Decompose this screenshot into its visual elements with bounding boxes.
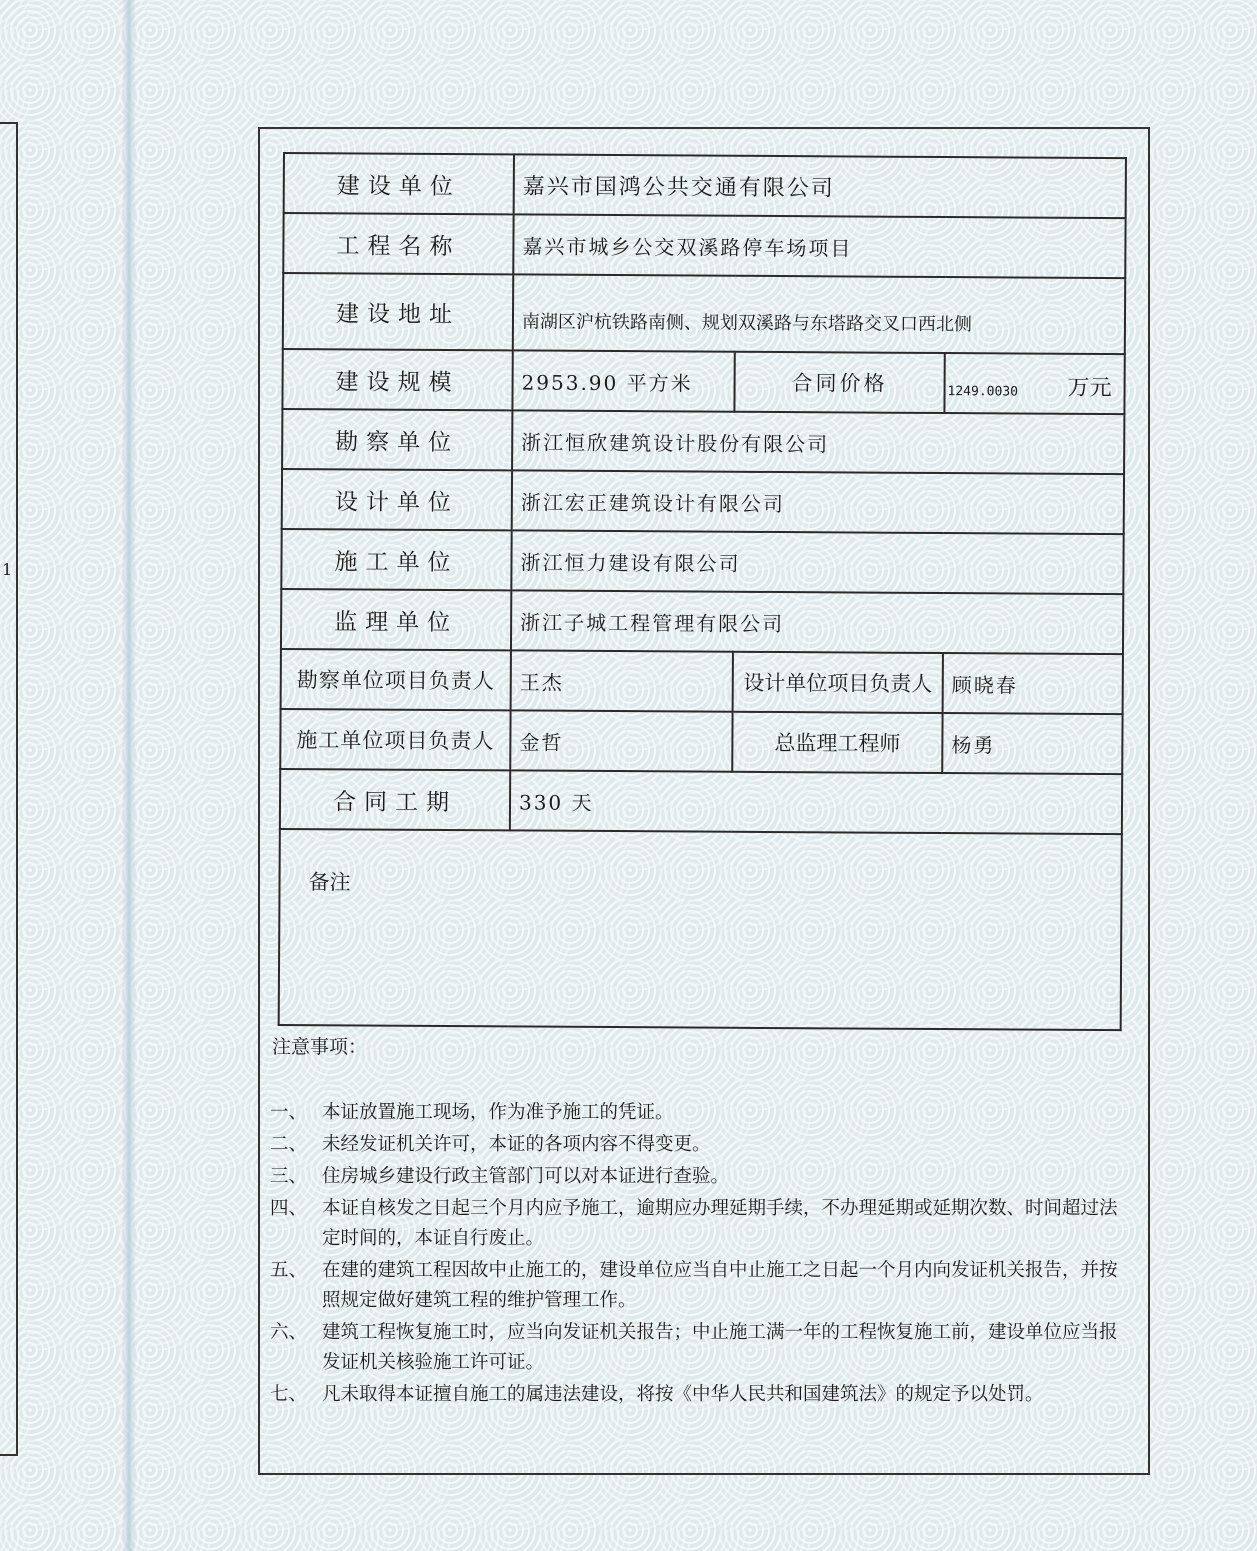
notes-list <box>270 1097 1118 1411</box>
table-row <box>281 649 1123 714</box>
contract-price-unit: 万元 <box>1067 374 1112 401</box>
table-row <box>281 529 1123 594</box>
note-text: 建筑工程恢复施工时，应当向发证机关报告；中止施工满一年的工程恢复施工前，建设单位应当报发证机关核验施工许可证。 <box>322 1321 1118 1372</box>
notes-title: 注意事项： <box>272 1037 368 1058</box>
note-number: 一、 <box>270 1101 308 1122</box>
table-row <box>283 213 1125 278</box>
supervision-label: 监理单位 <box>281 589 511 650</box>
design-lead-value: 顾晓春 <box>943 653 1123 714</box>
contract-period-label: 合同工期 <box>280 769 510 830</box>
note-number: 三、 <box>270 1165 308 1186</box>
project-info-table <box>278 152 1127 1031</box>
list-item <box>270 1255 1118 1315</box>
contract-price-value: 1249.0030 <box>947 384 1019 400</box>
list-item <box>270 1317 1118 1377</box>
chief-supervisor-value: 杨勇 <box>942 713 1122 774</box>
list-item <box>270 1193 1118 1253</box>
list-item <box>270 1097 1118 1127</box>
page-fold-line <box>122 0 136 1551</box>
scale-label: 建设规模 <box>282 349 512 410</box>
address-label: 建设地址 <box>283 273 513 350</box>
construction-lead-label: 施工单位项目负责人 <box>280 709 510 770</box>
table-row <box>279 829 1122 1030</box>
table-row <box>284 153 1126 218</box>
note-number: 七、 <box>270 1383 308 1404</box>
table-row <box>280 769 1122 834</box>
design-value: 浙江宏正建筑设计有限公司 <box>512 470 1124 534</box>
construction-value: 浙江恒力建设有限公司 <box>511 530 1123 594</box>
builder-label: 建设单位 <box>284 153 514 214</box>
contract-price-cell <box>944 353 1124 414</box>
note-number: 五、 <box>270 1259 308 1280</box>
table-row <box>282 409 1124 474</box>
list-item <box>270 1379 1118 1409</box>
project-label: 工程名称 <box>283 213 513 274</box>
note-number: 四、 <box>270 1197 308 1218</box>
builder-value: 嘉兴市国鸿公共交通有限公司 <box>514 154 1126 218</box>
supervision-value: 浙江子城工程管理有限公司 <box>511 590 1123 654</box>
survey-lead-value: 王杰 <box>511 650 733 711</box>
construction-label: 施工单位 <box>281 529 511 590</box>
contract-price-label: 合同价格 <box>734 352 944 413</box>
survey-value: 浙江恒欣建筑设计股份有限公司 <box>512 410 1124 474</box>
note-text: 凡未取得本证擅自施工的属违法建设，将按《中华人民共和国建筑法》的规定予以处罚。 <box>322 1383 1044 1404</box>
list-item <box>270 1129 1118 1159</box>
table-row <box>281 589 1123 654</box>
construction-lead-value: 金哲 <box>510 710 732 771</box>
table-row <box>282 349 1124 414</box>
design-label: 设计单位 <box>282 469 512 530</box>
table-row <box>283 273 1125 354</box>
survey-lead-label: 勘察单位项目负责人 <box>281 649 511 710</box>
note-number: 二、 <box>270 1133 308 1154</box>
design-lead-label: 设计单位项目负责人 <box>733 652 943 713</box>
scale-value: 2953.90 平方米 <box>512 350 734 411</box>
table-row <box>280 709 1122 774</box>
page-marker: 1 <box>2 560 13 579</box>
survey-label: 勘察单位 <box>282 409 512 470</box>
address-value: 南湖区沪杭铁路南侧、规划双溪路与东塔路交叉口西北侧 <box>513 274 1125 354</box>
note-text: 在建的建筑工程因故中止施工的，建设单位应当自中止施工之日起一个月内向发证机关报告，并按照规定做好建筑工程的维护管理工作。 <box>322 1259 1118 1310</box>
note-number: 六、 <box>270 1321 308 1342</box>
remarks-label: 备注 <box>279 829 1122 1030</box>
list-item <box>270 1161 1118 1191</box>
table-row <box>282 469 1124 534</box>
note-text: 本证自核发之日起三个月内应予施工，逾期应办理延期手续，不办理延期或延期次数、时间超过法定时间的，本证自行废止。 <box>322 1197 1118 1248</box>
chief-supervisor-label: 总监理工程师 <box>732 712 942 773</box>
note-text: 住房城乡建设行政主管部门可以对本证进行查验。 <box>322 1165 730 1186</box>
note-text: 本证放置施工现场，作为准予施工的凭证。 <box>322 1101 674 1122</box>
note-text: 未经发证机关许可，本证的各项内容不得变更。 <box>322 1133 711 1154</box>
project-value: 嘉兴市城乡公交双溪路停车场项目 <box>513 214 1125 278</box>
left-page-edge <box>0 122 18 1456</box>
contract-period-value: 330 天 <box>510 770 1122 834</box>
